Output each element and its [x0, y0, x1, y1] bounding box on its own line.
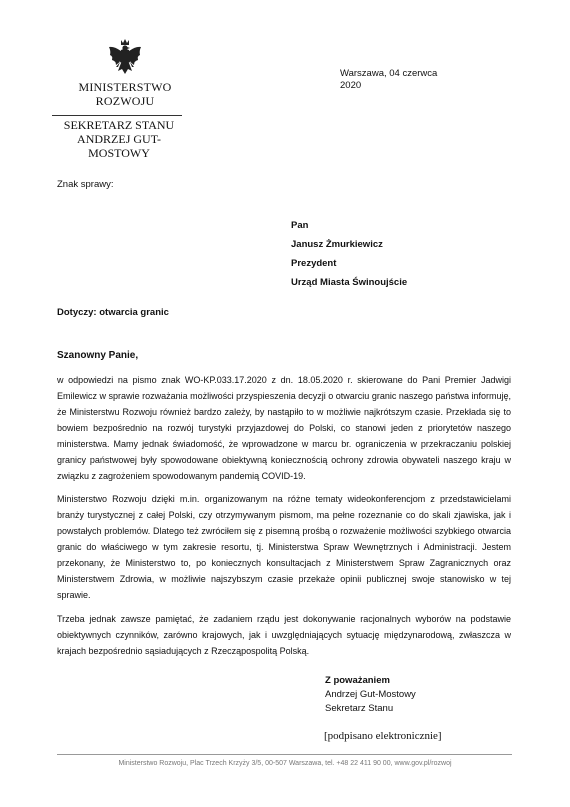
ministry-name — [58, 80, 192, 108]
recipient-salutation: Pan — [291, 220, 309, 231]
letter-date-line1: Warszawa, 04 czerwca — [340, 68, 438, 79]
letter-date — [340, 68, 460, 92]
body-paragraph-3: Trzeba jednak zawsze pamiętać, że zadaniem rządu jest dokonywanie racjonalnych wyborów na podstawie obiektywnych czynników, zarówno krajowych, jak i uwzględniających sytuację międzynarodową, zwłaszcza w krajach bezpośrednio sąsiadujących z Rzecząpospolitą Polską. — [57, 614, 511, 656]
signoff-title: Sekretarz Stanu — [325, 703, 394, 714]
signoff-regards: Z poważaniem — [325, 675, 390, 686]
letter-date-line2: 2020 — [340, 80, 362, 91]
footer-divider — [57, 754, 512, 755]
ministry-name-line2: ROZWOJU — [95, 94, 155, 108]
polish-eagle-icon — [108, 38, 142, 78]
sender-position-line1: SEKRETARZ STANU — [63, 118, 175, 132]
signoff-block — [325, 674, 416, 716]
recipient-title: Prezydent — [291, 258, 337, 269]
recipient-name: Janusz Żmurkiewicz — [291, 239, 383, 250]
electronic-signature-note: [podpisano elektronicznie] — [324, 730, 442, 742]
recipient-organization: Urząd Miasta Świnoujście — [291, 277, 408, 288]
letter-greeting: Szanowny Panie, — [57, 350, 139, 361]
reference-label: Znak sprawy: — [57, 179, 114, 190]
footer-contact: Ministerstwo Rozwoju, Plac Trzech Krzyży 3/5, 00-507 Warszawa, tel. +48 22 411 90 00, www.gov.pl/rozwoj — [118, 760, 452, 767]
ministry-name-line1: MINISTERSTWO — [78, 80, 172, 94]
header-divider — [52, 115, 182, 116]
body-paragraph-2: Ministerstwo Rozwoju dzięki m.in. organizowanym na różne tematy wideokonferencjom z przedstawicielami branży turystycznej z całej Polski, czy otrzymywanym pismom, ma pełne rozeznanie co do skali zjawiska, jak i powstałych problemów. Dlatego też zwróciłem się z pisemną prośbą o rozważenie możliwości szybkiego otwarcia granic do właściwego w tym zakresie resortu, tj. Ministerstwa Spraw Wewnętrznych i Administracji. Jestem przekonany, że Ministerstwo to, po koniecznych konsultacjach z Ministerstwem Spraw Zagranicznych oraz Ministerstwem Zdrowia, w możliwie najszybszym czasie przekaże opinii publicznej swoje stanowisko w tej sprawie. — [57, 494, 511, 600]
signoff-name: Andrzej Gut-Mostowy — [325, 689, 416, 700]
letter-subject: Dotyczy: otwarcia granic — [57, 307, 169, 318]
recipient-block — [291, 216, 407, 292]
sender-position-line2: ANDRZEJ GUT-MOSTOWY — [77, 132, 161, 160]
sender-position — [52, 118, 186, 160]
body-paragraph-1: w odpowiedzi na pismo znak WO-KP.033.17.2020 z dn. 18.05.2020 r. skierowane do Pani Premier Jadwigi Emilewicz w sprawie rozważania możliwości przyspieszenia decyzji o otwarciu granic naszego państwa informuję, że Ministerstwu Rozwoju również bardzo zależy, by nastąpiło to w możliwie najkrótszym czasie. Przekłada się to bowiem bezpośrednio na rozwój turystyki przyjazdowej do Polski, co stanowi jeden z priorytetów naszego ministerstwa. Mamy jednak świadomość, że wprowadzone w marcu br. ograniczenia w przekraczaniu polskiej granicy państwowej były spowodowane obiektywną koniecznością ochrony zdrowia obywateli naszego kraju w związku z zagrożeniem spowodowanym pandemią COVID-19. — [57, 375, 511, 481]
